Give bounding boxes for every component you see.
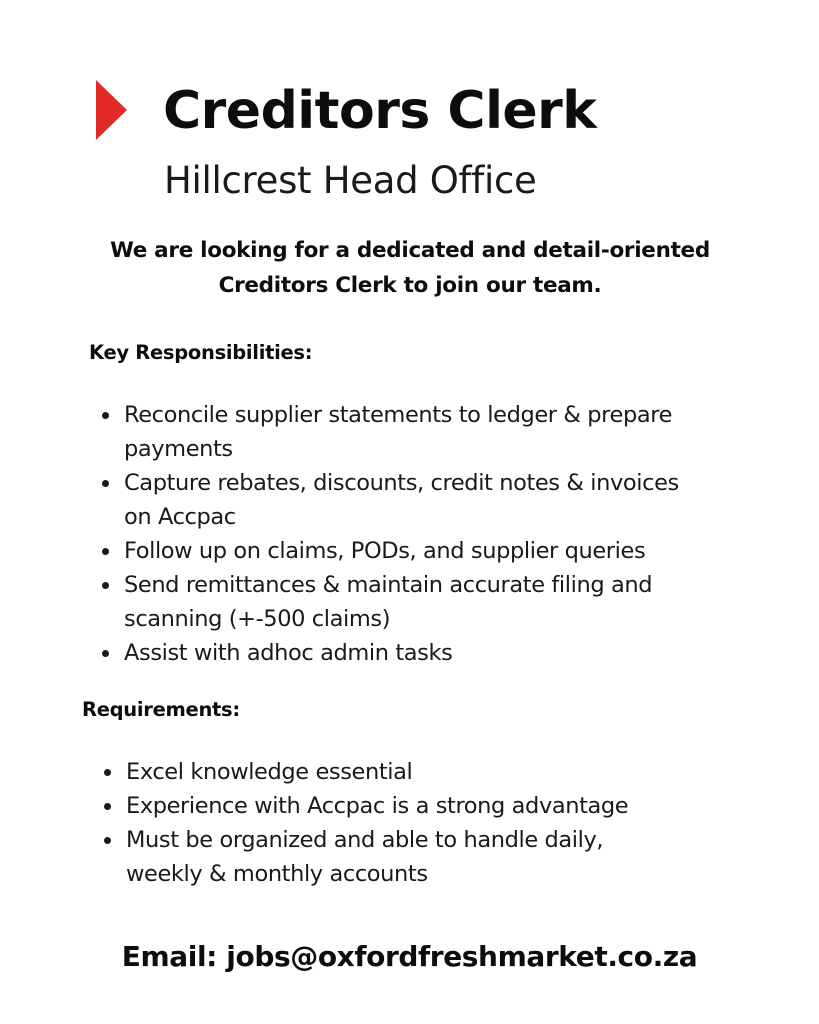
list-item-line: scanning (+-500 claims): [124, 606, 391, 632]
list-item-line: Excel knowledge essential: [126, 759, 413, 785]
red-triangle-arrow-icon: [96, 80, 127, 140]
list-item: [100, 398, 780, 466]
list-item: [100, 466, 780, 534]
job-location: Hillcrest Head Office: [164, 159, 537, 202]
list-item: [100, 534, 780, 568]
list-item: [102, 823, 782, 891]
list-item: [100, 568, 780, 636]
list-item-line: Follow up on claims, PODs, and supplier queries: [124, 538, 646, 564]
intro-line: We are looking for a dedicated and detail-oriented: [110, 238, 710, 263]
list-item-line: Reconcile supplier statements to ledger & prepare: [124, 402, 673, 428]
list-item-line: payments: [124, 436, 233, 462]
responsibilities-heading: Key Responsibilities:: [89, 341, 313, 364]
list-item-line: Capture rebates, discounts, credit notes & invoices: [124, 470, 679, 496]
intro-text: [60, 233, 760, 303]
intro-line: Creditors Clerk to join our team.: [218, 273, 602, 298]
list-item-line: weekly & monthly accounts: [126, 861, 428, 887]
list-item: [102, 789, 782, 823]
list-item-line: Assist with adhoc admin tasks: [124, 640, 453, 666]
list-item-line: Must be organized and able to handle daily,: [126, 827, 604, 853]
job-title: Creditors Clerk: [163, 81, 597, 141]
list-item-line: on Accpac: [124, 504, 236, 530]
requirements-list: [102, 755, 782, 891]
contact-email: Email: jobs@oxfordfreshmarket.co.za: [121, 940, 698, 973]
requirements-heading: Requirements:: [82, 698, 240, 721]
list-item: [102, 755, 782, 789]
list-item-line: Send remittances & maintain accurate filing and: [124, 572, 653, 598]
list-item: [100, 636, 780, 670]
list-item-line: Experience with Accpac is a strong advantage: [126, 793, 629, 819]
responsibilities-list: [100, 398, 780, 670]
